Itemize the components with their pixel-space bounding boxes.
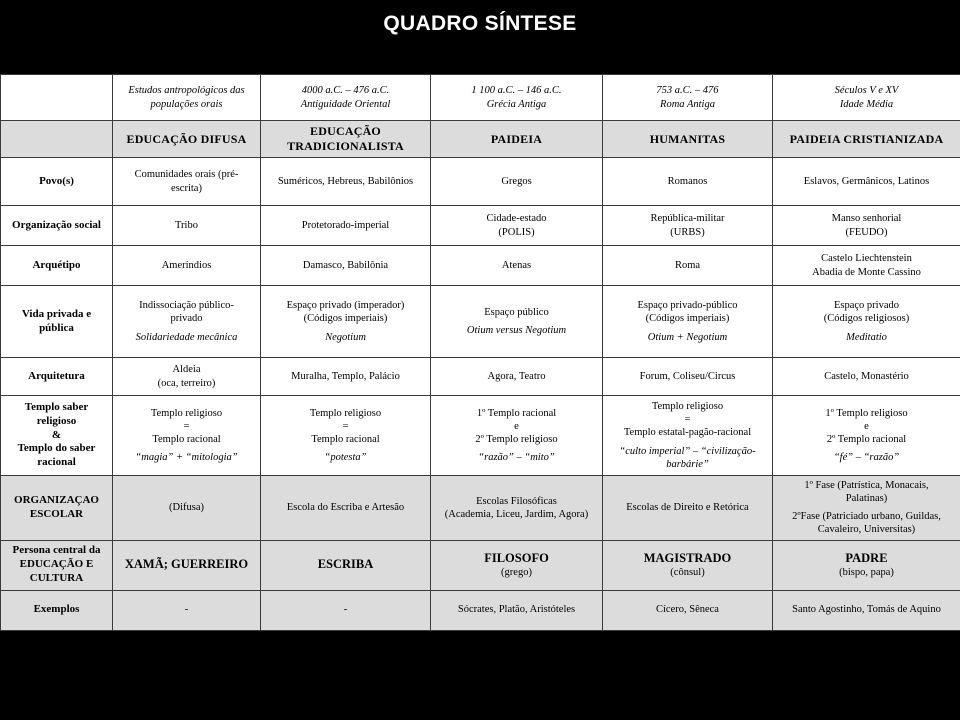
- cell-exemplos-3: [431, 590, 603, 630]
- row-label-line: Vida privada e: [21, 307, 92, 320]
- period-line-2b: Antiguidade Oriental: [300, 98, 391, 110]
- table-row: [1, 246, 960, 286]
- cell-subline: (grego): [501, 567, 532, 579]
- cell-line-italic: “culto imperial” – “civilização-barbárie”: [619, 445, 756, 470]
- cell-line: Castelo Liechtenstein: [821, 253, 912, 265]
- cell-persona-1: [113, 540, 261, 590]
- cell-line: =: [183, 420, 190, 432]
- cell-org-4: [603, 206, 773, 246]
- cell-line: Escolas de Direito e Retórica: [626, 502, 749, 514]
- row-label-line: CULTURA: [29, 571, 84, 584]
- concept-cell-5: [773, 121, 960, 158]
- row-label-line: religioso: [36, 414, 77, 427]
- row-label-persona-central: [1, 540, 113, 590]
- cell-line: Palatinas): [845, 493, 888, 505]
- row-label-line: racional: [37, 456, 76, 469]
- period-line-5a: Séculos V e XV: [834, 85, 899, 97]
- cell-line: Cidade-estado: [486, 213, 547, 225]
- cell-line: MAGISTRADO: [643, 550, 732, 565]
- cell-line: (URBS): [670, 226, 705, 238]
- concept-line-5a: PAIDEIA CRISTIANIZADA: [789, 131, 944, 146]
- synthesis-table: [0, 74, 960, 631]
- cell-line: ESCRIBA: [317, 557, 374, 572]
- cell-line: =: [342, 420, 349, 432]
- cell-line: (Códigos imperiais): [645, 313, 730, 325]
- cell-templo-1: [113, 396, 261, 476]
- cell-line-italic: “fé” – “razão”: [833, 452, 900, 464]
- cell-line: Atenas: [501, 259, 532, 271]
- cell-line: (Códigos imperiais): [303, 313, 388, 325]
- cell-line: Tribo: [175, 219, 198, 231]
- cell-arquetipo-5: [773, 246, 960, 286]
- cell-line: Cavaleiro, Universitas): [817, 524, 916, 536]
- cell-persona-5: [773, 540, 960, 590]
- period-line-3a: 1 100 a.C. – 146 a.C.: [471, 85, 562, 97]
- cell-templo-5: [773, 396, 960, 476]
- row-label-line: Persona central da: [12, 544, 101, 557]
- table-row: [1, 540, 960, 590]
- cell-povos-2: [261, 158, 431, 206]
- row-label-arquetipo: Arquétipo: [1, 246, 113, 286]
- cell-line: 2º Templo racional: [826, 434, 907, 445]
- cell-escolar-5: [773, 476, 960, 541]
- cell-line: privado: [170, 313, 203, 325]
- cell-arquetipo-1: [113, 246, 261, 286]
- row-label-line: ESCOLAR: [29, 507, 84, 520]
- cell-line: Damasco, Babilônia: [302, 259, 389, 271]
- cell-templo-4: [603, 396, 773, 476]
- cell-templo-2: [261, 396, 431, 476]
- cell-line: (Difusa): [169, 502, 204, 514]
- row-label-line: ORGANIZAÇAO: [14, 494, 99, 506]
- cell-escolar-2: [261, 476, 431, 541]
- cell-line: Templo religioso: [309, 407, 382, 419]
- cell-arquitetura-4: [603, 358, 773, 396]
- cell-line: Templo religioso: [651, 401, 724, 413]
- cell-line: Abadia de Monte Cassino: [812, 266, 921, 278]
- cell-line: Templo estatal-pagão-racional: [623, 427, 752, 439]
- cell-line-italic: “razão” – “mito”: [478, 452, 555, 464]
- period-cell-1: [113, 75, 261, 121]
- cell-povos-1: [113, 158, 261, 206]
- cell-templo-3: [431, 396, 603, 476]
- cell-line: Cícero, Sêneca: [656, 604, 719, 616]
- synthesis-table-container: [0, 72, 960, 633]
- cell-line: Indissociação público-: [139, 300, 234, 312]
- row-label-line: Templo saber: [24, 401, 89, 414]
- cell-line: Espaço público: [484, 306, 549, 318]
- row-label-povos: Povo(s): [1, 158, 113, 206]
- table-row: [1, 286, 960, 358]
- cell-persona-2: [261, 540, 431, 590]
- cell-line: República-militar: [650, 213, 725, 225]
- cell-line: (POLIS): [498, 226, 535, 238]
- cell-line: Agora, Teatro: [487, 370, 546, 382]
- cell-org-2: [261, 206, 431, 246]
- row-label-organizacao-escolar: [1, 476, 113, 541]
- row-label-vida-privada-publica: [1, 286, 113, 358]
- table-row: [1, 590, 960, 630]
- concept-cell-2: [261, 121, 431, 158]
- cell-vida-3: [431, 286, 603, 358]
- cell-arquetipo-2: [261, 246, 431, 286]
- cell-line: e: [864, 420, 869, 432]
- cell-line: e: [514, 420, 519, 432]
- cell-line: Forum, Coliseu/Circus: [639, 370, 736, 382]
- period-cell-blank: [1, 75, 113, 121]
- cell-subline: (bispo, papa): [839, 567, 894, 579]
- cell-povos-4: [603, 158, 773, 206]
- cell-escolar-4: [603, 476, 773, 541]
- cell-escolar-3: [431, 476, 603, 541]
- concept-cell-1: [113, 121, 261, 158]
- cell-line: =: [684, 414, 691, 426]
- cell-line-italic: Otium + Negotium: [647, 331, 728, 343]
- cell-line: Manso senhorial: [831, 213, 902, 225]
- cell-line-italic: Meditatio: [846, 331, 887, 343]
- cell-line: (FEUDO): [845, 226, 888, 238]
- cell-vida-2: [261, 286, 431, 358]
- concept-line-2b: TRADICIONALISTA: [287, 139, 404, 153]
- cell-escolar-1: [113, 476, 261, 541]
- table-row: [1, 358, 960, 396]
- cell-line: PADRE: [845, 550, 888, 565]
- concept-line-3a: PAIDEIA: [490, 131, 543, 146]
- cell-line: Ameríndios: [161, 259, 212, 271]
- cell-line: Espaço privado-público: [637, 300, 738, 312]
- cell-line: Romanos: [667, 175, 708, 187]
- table-row: [1, 158, 960, 206]
- period-line-1a: Estudos antropológicos das: [128, 85, 245, 97]
- cell-line: 1º Templo racional: [476, 407, 557, 419]
- cell-org-3: [431, 206, 603, 246]
- cell-line: 2º Templo religioso: [475, 434, 558, 445]
- cell-line: Suméricos, Hebreus, Babilônios: [277, 175, 414, 187]
- cell-line: 2ºFase (Patriciado urbano, Guildas,: [792, 511, 941, 523]
- cell-line: Aldeia: [172, 364, 201, 376]
- table-row: [1, 476, 960, 541]
- cell-line-italic: “magia” + “mitologia”: [135, 452, 238, 464]
- row-label-line: Templo do saber: [17, 442, 96, 455]
- period-cell-5: [773, 75, 960, 121]
- cell-line: Templo racional: [152, 434, 221, 445]
- row-label-organizacao-social: Organização social: [1, 206, 113, 246]
- concept-line-4a: HUMANITAS: [649, 131, 726, 146]
- row-label-exemplos: Exemplos: [1, 590, 113, 630]
- cell-line: Gregos: [501, 175, 532, 187]
- cell-line: escrita): [171, 182, 202, 194]
- cell-persona-4: [603, 540, 773, 590]
- table-row: [1, 396, 960, 476]
- period-line-4a: 753 a.C. – 476: [656, 85, 719, 97]
- cell-line: -: [184, 604, 189, 616]
- period-cell-4: [603, 75, 773, 121]
- cell-arquitetura-3: [431, 358, 603, 396]
- cell-line: (Academia, Liceu, Jardim, Agora): [444, 508, 589, 520]
- row-label-arquitetura: Arquitetura: [1, 358, 113, 396]
- cell-line: Comunidades orais (pré-: [134, 169, 239, 181]
- cell-line: Escola do Escriba e Artesão: [286, 502, 405, 514]
- cell-line: Muralha, Templo, Palácio: [291, 370, 400, 382]
- cell-persona-3: [431, 540, 603, 590]
- cell-line: Santo Agostinho, Tomás de Aquino: [792, 604, 941, 616]
- cell-exemplos-2: [261, 590, 431, 630]
- cell-line: 1º Templo religioso: [825, 407, 908, 419]
- cell-line: 1º Fase (Patrística, Monacais,: [804, 480, 929, 491]
- cell-arquetipo-3: [431, 246, 603, 286]
- cell-org-1: [113, 206, 261, 246]
- period-line-5b: Idade Média: [839, 98, 894, 110]
- cell-vida-5: [773, 286, 960, 358]
- row-label-templo-saber: [1, 396, 113, 476]
- cell-line: Espaço privado (imperador): [286, 300, 405, 312]
- page-title: QUADRO SÍNTESE: [383, 12, 577, 35]
- cell-line: -: [343, 604, 348, 616]
- concept-line-2a: EDUCAÇÃO: [310, 124, 381, 138]
- cell-vida-4: [603, 286, 773, 358]
- cell-line: Espaço privado: [833, 300, 900, 312]
- cell-arquetipo-4: [603, 246, 773, 286]
- period-cell-2: [261, 75, 431, 121]
- table-row-concepts: [1, 121, 960, 158]
- cell-line: Castelo, Monastério: [824, 370, 909, 382]
- table-row: [1, 206, 960, 246]
- cell-exemplos-1: [113, 590, 261, 630]
- cell-subline: (cônsul): [670, 567, 705, 579]
- period-line-2a: 4000 a.C. – 476 a.C.: [301, 85, 390, 97]
- cell-line-italic: Otium versus Negotium: [466, 325, 567, 336]
- cell-line: Eslavos, Germânicos, Latinos: [803, 175, 930, 187]
- cell-line: Sócrates, Platão, Aristóteles: [457, 604, 576, 616]
- cell-line-italic: Solidariedade mecânica: [135, 331, 238, 343]
- cell-line-italic: Negotium: [325, 331, 366, 343]
- cell-vida-1: [113, 286, 261, 358]
- row-label-line: EDUCAÇÃO E: [19, 558, 94, 571]
- cell-line: Protetorado-imperial: [301, 219, 390, 231]
- cell-line: XAMÃ; GUERREIRO: [124, 557, 249, 572]
- cell-arquitetura-5: [773, 358, 960, 396]
- period-line-3b: Grécia Antiga: [486, 98, 547, 110]
- cell-povos-5: [773, 158, 960, 206]
- cell-org-5: [773, 206, 960, 246]
- table-row-periods: [1, 75, 960, 121]
- cell-arquitetura-1: [113, 358, 261, 396]
- cell-exemplos-4: [603, 590, 773, 630]
- cell-line: Roma: [674, 259, 701, 271]
- cell-line: (Códigos religiosos): [823, 313, 910, 325]
- period-line-1b: populações orais: [150, 98, 223, 110]
- cell-line: Escolas Filosóficas: [476, 495, 557, 507]
- concept-cell-4: [603, 121, 773, 158]
- concept-cell-3: [431, 121, 603, 158]
- cell-line: (oca, terreiro): [157, 377, 216, 389]
- cell-line-italic: “potesta”: [324, 452, 367, 464]
- row-label-line: &: [51, 428, 62, 441]
- cell-line: FILOSOFO: [484, 550, 549, 565]
- period-line-4b: Roma Antiga: [660, 98, 715, 110]
- cell-line: Templo racional: [311, 434, 380, 445]
- cell-povos-3: [431, 158, 603, 206]
- cell-exemplos-5: [773, 590, 960, 630]
- concept-line-1a: EDUCAÇÃO DIFUSA: [126, 131, 247, 146]
- cell-arquitetura-2: [261, 358, 431, 396]
- row-label-line: pública: [39, 321, 74, 334]
- period-cell-3: [431, 75, 603, 121]
- cell-line: Templo religioso: [150, 407, 223, 419]
- concept-cell-blank: [1, 121, 113, 158]
